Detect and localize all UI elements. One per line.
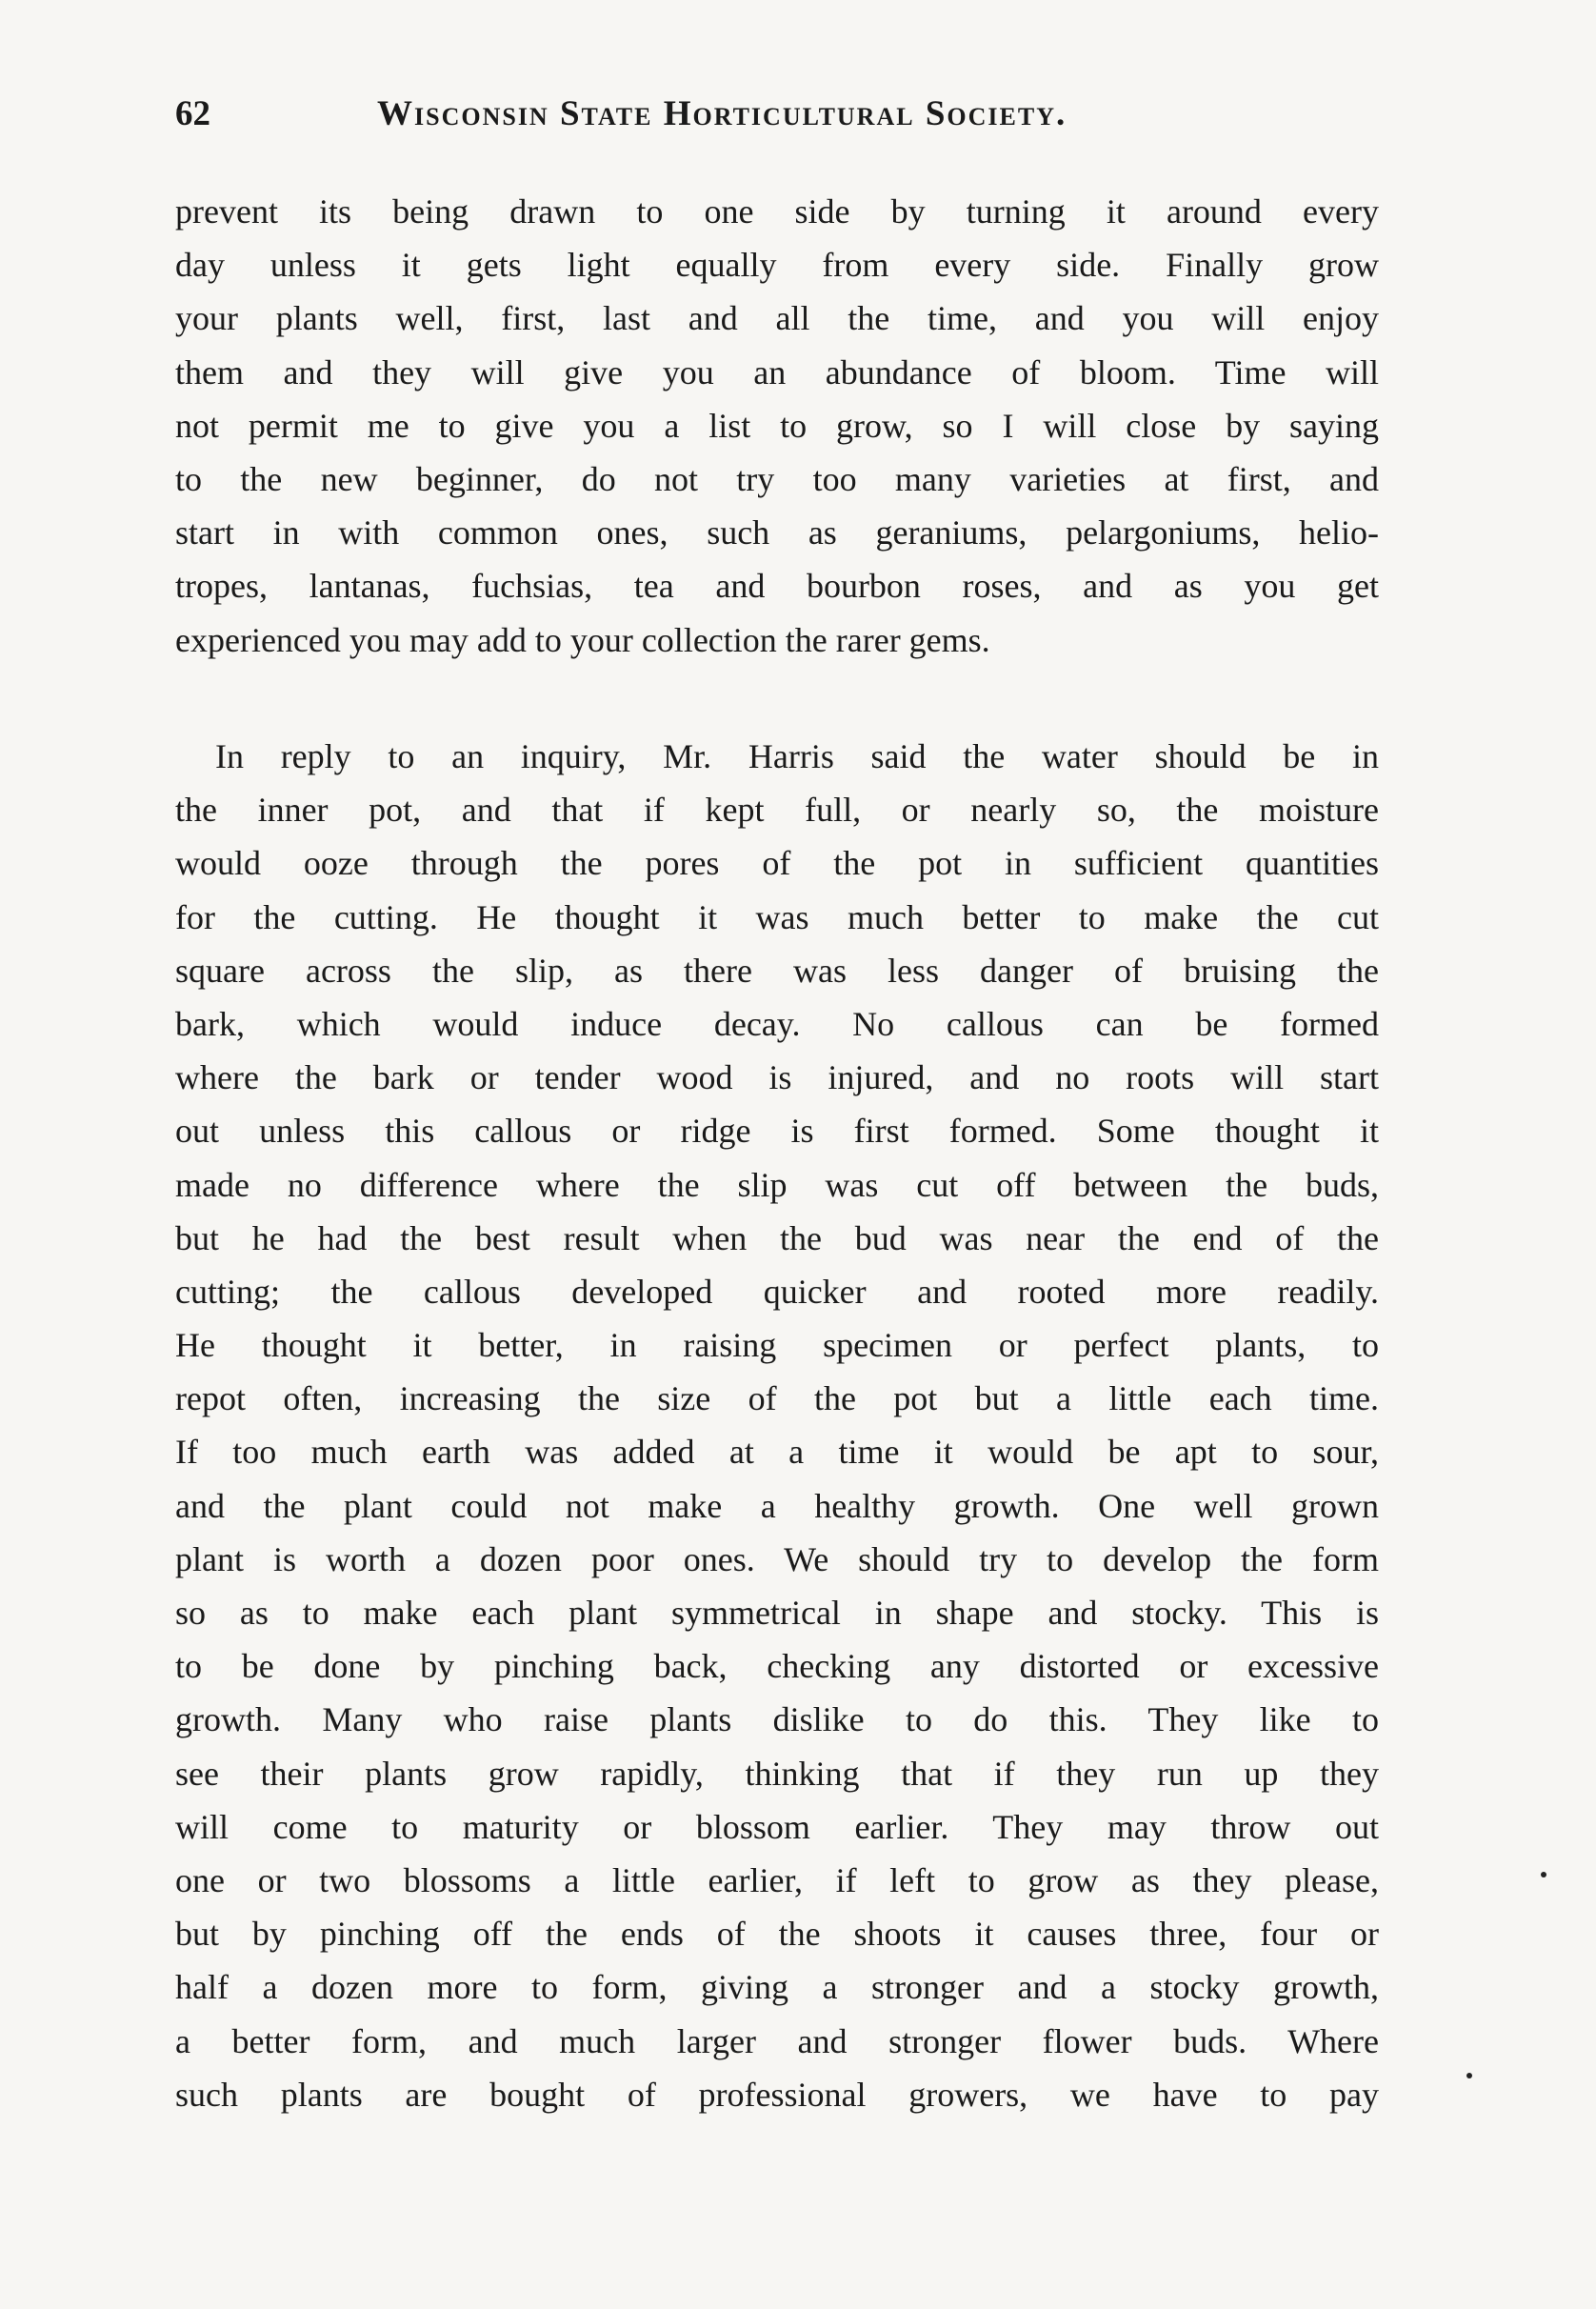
text-line: to the new beginner, do not try too many varieties at first, and: [175, 459, 1379, 498]
text-line: will come to maturity or blossom earlier. They may throw out: [175, 1807, 1379, 1846]
text-line: start in with common ones, such as geraniums, pelargoniums, helio-: [175, 513, 1379, 552]
margin-speck: [1541, 1872, 1546, 1877]
text-line: prevent its being drawn to one side by turning it around every: [175, 192, 1379, 231]
text-line: but by pinching off the ends of the shoots it causes three, four or: [175, 1915, 1379, 1954]
text-line: made no difference where the slip was cut off between the buds,: [175, 1165, 1379, 1204]
paragraph-2: [175, 730, 1379, 2121]
text-line: for the cutting. He thought it was much better to make the cut: [175, 897, 1379, 936]
text-line: If too much earth was added at a time it would be apt to sour,: [175, 1433, 1379, 1472]
text-line: them and they will give you an abundance of bloom. Time will: [175, 352, 1379, 392]
text-line: cutting; the callous developed quicker and rooted more readily.: [175, 1272, 1379, 1311]
text-line: half a dozen more to form, giving a stronger and a stocky growth,: [175, 1968, 1379, 2007]
text-line: where the bark or tender wood is injured, and no roots will start: [175, 1058, 1379, 1097]
text-line: He thought it better, in raising specimen or perfect plants, to: [175, 1326, 1379, 1365]
text-line: see their plants grow rapidly, thinking that if they run up they: [175, 1754, 1379, 1793]
text-line: a better form, and much larger and stronger flower buds. Where: [175, 2021, 1379, 2060]
text-line: repot often, increasing the size of the pot but a little each time.: [175, 1379, 1379, 1418]
text-line: day unless it gets light equally from every side. Finally grow: [175, 246, 1379, 285]
text-line: one or two blossoms a little earlier, if left to grow as they please,: [175, 1860, 1379, 1899]
text-line: not permit me to give you a list to grow, so I will close by saying: [175, 406, 1379, 445]
text-line: bark, which would induce decay. No callous can be formed: [175, 1004, 1379, 1043]
margin-speck: [1466, 2073, 1472, 2078]
text-line: such plants are bought of professional growers, we have to pay: [175, 2075, 1379, 2114]
text-line: to be done by pinching back, checking any distorted or excessive: [175, 1647, 1379, 1686]
running-head-title: Wisconsin State Horticultural Society.: [377, 94, 1067, 133]
text-line: growth. Many who raise plants dislike to do this. They like to: [175, 1700, 1379, 1739]
text-line: but he had the best result when the bud was near the end of the: [175, 1218, 1379, 1257]
text-line: and the plant could not make a healthy growth. One well grown: [175, 1486, 1379, 1525]
text-line: out unless this callous or ridge is first formed. Some thought it: [175, 1112, 1379, 1151]
text-line: your plants well, first, last and all the time, and you will enjoy: [175, 299, 1379, 338]
paragraph-1: [175, 185, 1379, 667]
page-number: 62: [175, 94, 210, 133]
text-line: tropes, lantanas, fuchsias, tea and bourbon roses, and as you get: [175, 567, 1379, 606]
text-line: plant is worth a dozen poor ones. We should try to develop the form: [175, 1539, 1379, 1578]
text-line: square across the slip, as there was less danger of bruising the: [175, 951, 1379, 990]
text-line: would ooze through the pores of the pot in sufficient quantities: [175, 844, 1379, 883]
text-line: the inner pot, and that if kept full, or nearly so, the moisture: [175, 791, 1379, 830]
text-line: experienced you may add to your collection the rarer gems.: [175, 620, 990, 659]
running-head: [175, 88, 1423, 141]
text-line: so as to make each plant symmetrical in shape and stocky. This is: [175, 1594, 1379, 1632]
text-line: In reply to an inquiry, Mr. Harris said the water should be in: [215, 737, 1379, 775]
